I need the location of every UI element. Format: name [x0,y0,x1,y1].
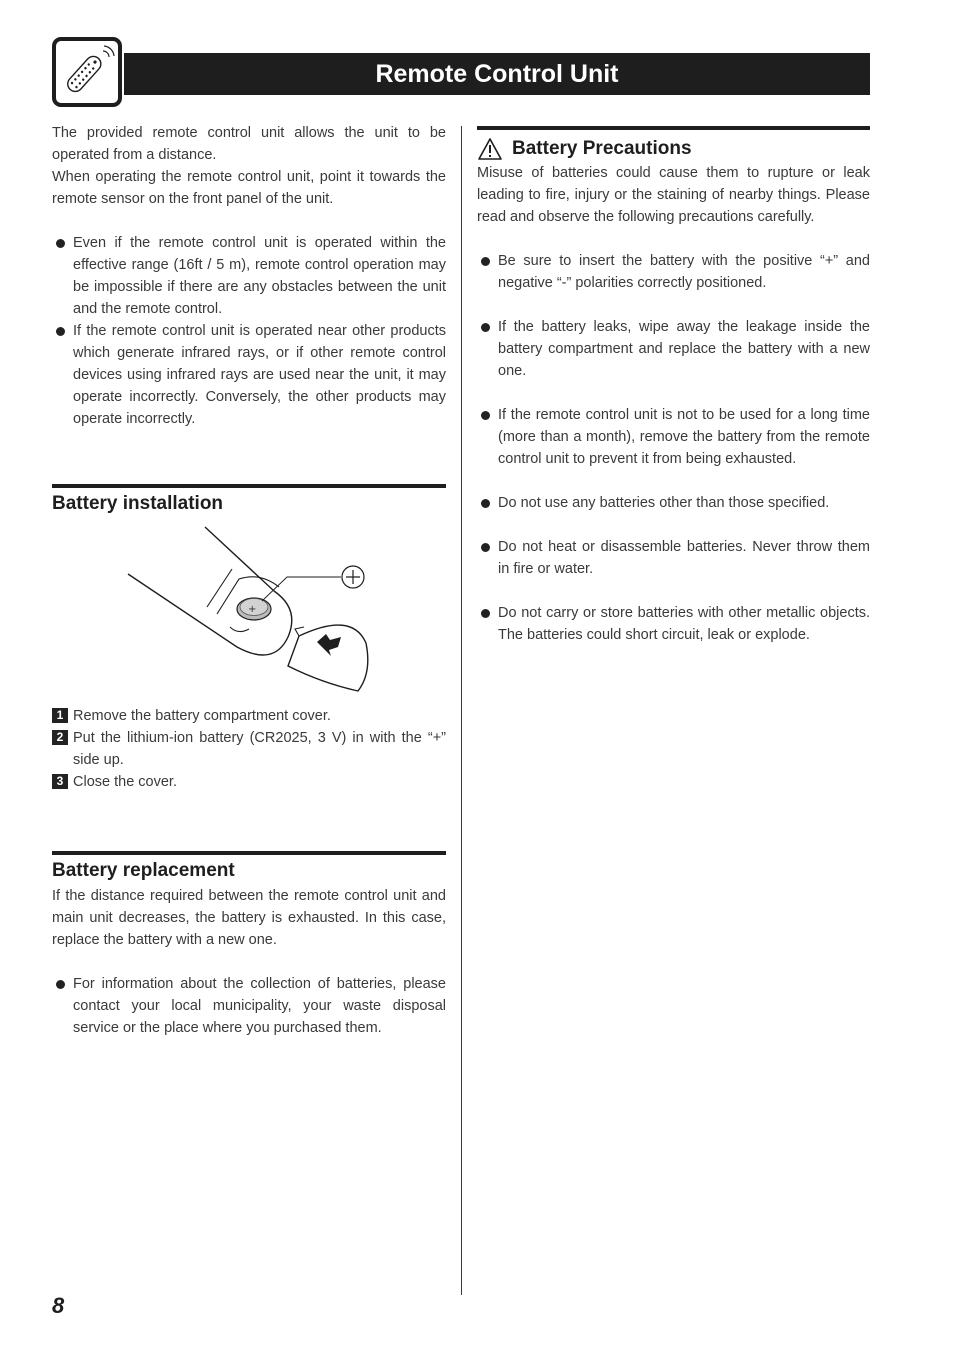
installation-heading: Battery installation [52,493,224,514]
precaution-bullet-0: Be sure to insert the battery with the positive “+” and negative “-” polarities correctly positioned. [477,250,870,294]
installation-rule [52,484,446,488]
installation-illustration-wrap [52,519,446,705]
precaution-bullet-4: Do not heat or disassemble batteries. Never throw them in fire or water. [477,536,870,580]
intro-bullet-list [52,232,446,430]
step-text: Put the lithium-ion battery (CR2025, 3 V) in with the “+” side up. [73,730,446,768]
precaution-bullet-5: Do not carry or store batteries with other metallic objects. The batteries could short circuit, leak or explode. [477,602,870,646]
intro-paragraph-2: When operating the remote control unit, point it towards the remote sensor on the front panel of the unit. [52,169,446,207]
precautions-heading: Battery Precautions [512,138,692,159]
replacement-rule [52,851,446,855]
installation-steps [52,705,446,793]
installation-step-2 [52,727,446,771]
step-text: Close the cover. [73,774,177,790]
page-title: Remote Control Unit [375,60,619,88]
page-number: 8 [52,1293,65,1318]
intro-paragraph-1: The provided remote control unit allows the unit to be operated from a distance. [52,125,446,163]
replacement-bullet-0: For information about the collection of batteries, please contact your local municipality, your waste disposal service or the place where you purchased them. [52,973,446,1039]
replacement-heading: Battery replacement [52,860,235,881]
installation-step-1 [52,705,446,727]
remote-battery-compartment-illustration [52,519,446,705]
step-number-badge: 2 [52,730,68,745]
precautions-bullet-list [477,250,870,646]
precautions-rule [477,126,870,130]
replacement-bullet-list [52,973,446,1039]
precaution-bullet-2: If the remote control unit is not to be used for a long time (more than a month), remove the battery from the remote control unit to prevent it from being exhausted. [477,404,870,470]
left-column [52,122,446,1039]
intro-bullet-1: If the remote control unit is operated near other products which generate infrared rays, or if other remote control devices using infrared rays are used near the unit, it may operate incorrectly. Conversely, the other products may operate incorrectly. [52,320,446,430]
precaution-bullet-1: If the battery leaks, wipe away the leakage inside the battery compartment and replace the battery with a new one. [477,316,870,382]
step-number-badge: 3 [52,774,68,789]
precautions-heading-row [477,136,870,162]
header-bar [124,53,870,95]
header-icon-frame [52,37,122,107]
remote-control-icon [56,41,118,103]
replacement-paragraph: If the distance required between the remote control unit and main unit decreases, the battery is exhausted. In this case, replace the battery with a new one. [52,888,446,948]
precaution-bullet-3: Do not use any batteries other than those specified. [477,492,870,514]
step-text: Remove the battery compartment cover. [73,708,331,724]
installation-step-3 [52,771,446,793]
precautions-paragraph: Misuse of batteries could cause them to rupture or leak leading to fire, injury or the staining of nearby things. Please read and observe the following precautions carefully. [477,165,870,225]
intro-bullet-0: Even if the remote control unit is operated within the effective range (16ft / 5 m), remote control operation may be impossible if there are any obstacles between the unit and the remote control. [52,232,446,320]
column-divider [461,126,462,1295]
step-number-badge: 1 [52,708,68,723]
warning-triangle-icon [477,137,503,161]
svg-text:+: + [248,604,257,615]
right-column [477,126,870,646]
